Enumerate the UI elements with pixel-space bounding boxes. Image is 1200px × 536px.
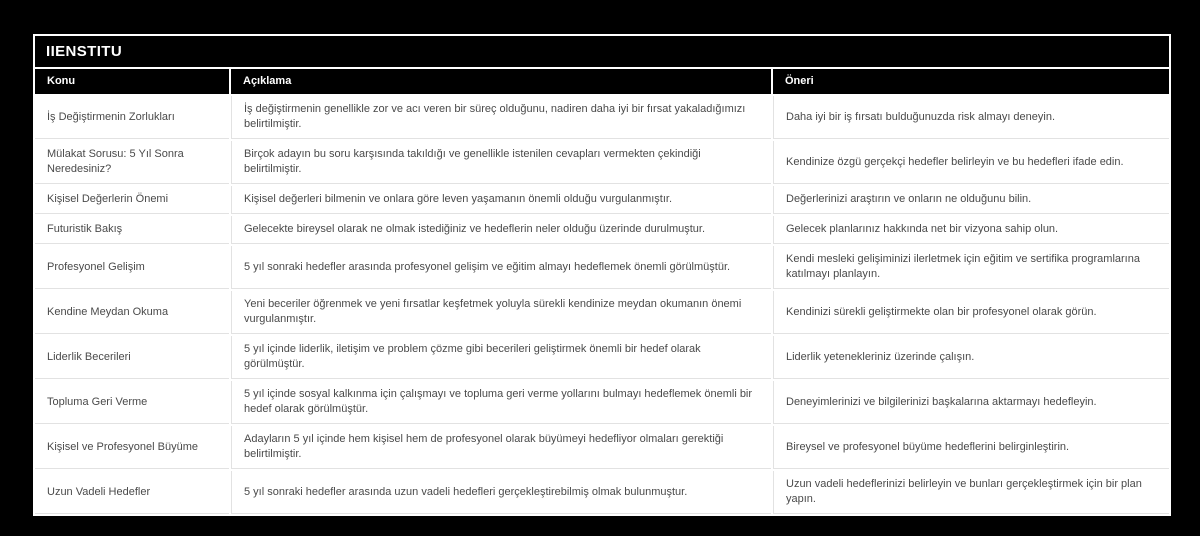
suggestion-cell: Daha iyi bir iş fırsatı bulduğunuzda risk almayı deneyin. [773,96,1169,139]
description-cell: Yeni beceriler öğrenmek ve yeni fırsatlar keşfetmek yoluyla sürekli kendinize meydan okumanın önemi vurgulanmıştır. [231,291,771,334]
table-row [35,426,1169,469]
suggestion-cell: Kendi mesleki gelişiminizi ilerletmek için eğitim ve sertifika programlarına katılmayı planlayın. [773,246,1169,289]
description-cell: 5 yıl sonraki hedefler arasında uzun vadeli hedefleri gerçekleştirebilmiş olmak bulunmuştur. [231,471,771,514]
topic-cell: Profesyonel Gelişim [35,246,229,289]
content-table-container [33,34,1169,516]
column-header-oneri: Öneri [773,69,1169,94]
topic-cell: Uzun Vadeli Hedefler [35,471,229,514]
table-row [35,381,1169,424]
table-row [35,291,1169,334]
table-row [35,471,1169,514]
column-header-konu: Konu [35,69,229,94]
suggestion-cell: Kendinizi sürekli geliştirmekte olan bir profesyonel olarak görün. [773,291,1169,334]
description-cell: Birçok adayın bu soru karşısında takıldığı ve genellikle istenilen cevapları vermekten çekindiği belirtilmiştir. [231,141,771,184]
suggestion-cell: Gelecek planlarınız hakkında net bir vizyona sahip olun. [773,216,1169,244]
description-cell: Gelecekte bireysel olarak ne olmak istediğiniz ve hedeflerin neler olduğu üzerinde durulmuştur. [231,216,771,244]
column-header-row [35,69,1169,94]
table-row [35,246,1169,289]
suggestion-cell: Uzun vadeli hedeflerinizi belirleyin ve bunları gerçekleştirmek için bir plan yapın. [773,471,1169,514]
topic-cell: Kişisel Değerlerin Önemi [35,186,229,214]
description-cell: Kişisel değerleri bilmenin ve onlara göre leven yaşamanın önemli olduğu vurgulanmıştır. [231,186,771,214]
description-cell: 5 yıl içinde liderlik, iletişim ve problem çözme gibi becerileri geliştirmek önemli bir hedef olarak görülmüştür. [231,336,771,379]
brand-title: IIENSTITU [35,36,1169,67]
topic-cell: Liderlik Becerileri [35,336,229,379]
topic-cell: Kendine Meydan Okuma [35,291,229,334]
title-bar-row [35,36,1169,67]
table-row [35,186,1169,214]
suggestion-cell: Deneyimlerinizi ve bilgilerinizi başkalarına aktarmayı hedefleyin. [773,381,1169,424]
table-row [35,216,1169,244]
topic-cell: Kişisel ve Profesyonel Büyüme [35,426,229,469]
topic-cell: İş Değiştirmenin Zorlukları [35,96,229,139]
table-row [35,141,1169,184]
topic-cell: Futuristik Bakış [35,216,229,244]
content-table [33,34,1171,516]
topic-cell: Topluma Geri Verme [35,381,229,424]
description-cell: Adayların 5 yıl içinde hem kişisel hem de profesyonel olarak büyümeyi hedefliyor olmaları gerektiği belirtilmiştir. [231,426,771,469]
table-row [35,96,1169,139]
suggestion-cell: Bireysel ve profesyonel büyüme hedeflerini belirginleştirin. [773,426,1169,469]
suggestion-cell: Kendinize özgü gerçekçi hedefler belirleyin ve bu hedefleri ifade edin. [773,141,1169,184]
description-cell: 5 yıl içinde sosyal kalkınma için çalışmayı ve topluma geri verme yollarını bulmayı hedeflemek önemli bir hedef olarak görülmüştür. [231,381,771,424]
description-cell: 5 yıl sonraki hedefler arasında profesyonel gelişim ve eğitim almayı hedeflemek önemli görülmüştür. [231,246,771,289]
suggestion-cell: Liderlik yetenekleriniz üzerinde çalışın. [773,336,1169,379]
description-cell: İş değiştirmenin genellikle zor ve acı veren bir süreç olduğunu, nadiren daha iyi bir fırsat yakaladığımızı belirtilmiştir. [231,96,771,139]
topic-cell: Mülakat Sorusu: 5 Yıl Sonra Neredesiniz? [35,141,229,184]
suggestion-cell: Değerlerinizi araştırın ve onların ne olduğunu bilin. [773,186,1169,214]
table-row [35,336,1169,379]
table-body [35,96,1169,514]
column-header-aciklama: Açıklama [231,69,771,94]
